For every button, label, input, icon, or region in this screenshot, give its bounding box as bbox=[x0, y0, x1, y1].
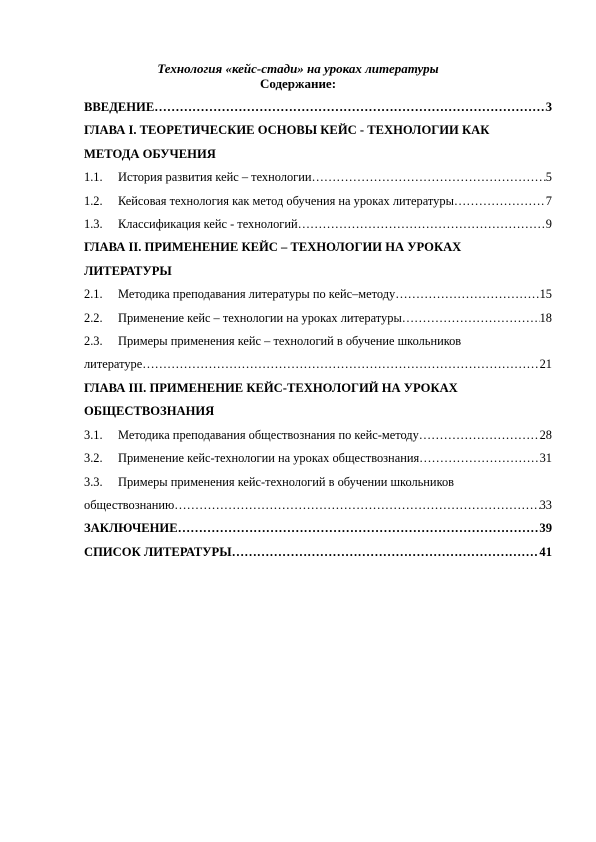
toc-entry-label: Применение кейс – технологии на уроках литературы bbox=[118, 310, 402, 325]
toc-page-number: 7 bbox=[545, 193, 552, 208]
toc-entry-label-cont: литературе bbox=[84, 357, 143, 372]
chapter-2-heading bbox=[84, 236, 552, 259]
section-number: 3.1. bbox=[84, 427, 103, 442]
toc-entry-label: Методика преподавания обществознания по кейс-методу bbox=[118, 427, 419, 442]
toc-page-number: 28 bbox=[539, 427, 552, 442]
section-number: 2.3. bbox=[84, 334, 103, 349]
toc-entry-label: ВВЕДЕНИЕ bbox=[84, 100, 155, 114]
dot-leader bbox=[178, 517, 540, 540]
chapter-1-heading-line2-text: МЕТОДА ОБУЧЕНИЯ bbox=[84, 146, 216, 161]
dot-leader bbox=[402, 307, 540, 330]
toc-entry bbox=[84, 447, 552, 470]
dot-leader bbox=[142, 353, 539, 376]
chapter-1-heading-line1: ГЛАВА I. ТЕОРЕТИЧЕСКИЕ ОСНОВЫ КЕЙС - ТЕХНОЛОГИИ КАК bbox=[84, 123, 490, 138]
section-number: 2.1. bbox=[84, 287, 103, 302]
toc-page-number: 5 bbox=[545, 170, 552, 185]
toc-page-number: 3 bbox=[545, 100, 552, 114]
toc-entry-label: История развития кейс – технологии bbox=[118, 170, 312, 185]
dot-leader bbox=[232, 541, 540, 564]
toc-entry-label: ЗАКЛЮЧЕНИЕ bbox=[84, 521, 178, 536]
toc-page-number: 41 bbox=[539, 544, 552, 559]
toc-entry bbox=[84, 307, 552, 330]
chapter-3-heading-line1: ГЛАВА III. ПРИМЕНЕНИЕ КЕЙС-ТЕХНОЛОГИЙ НА УРОКАХ bbox=[84, 380, 458, 395]
toc-entry-label-cont: обществознанию bbox=[84, 497, 175, 512]
toc-entry-label: Методика преподавания литературы по кейс–методу bbox=[118, 287, 396, 302]
toc-entry-multiline bbox=[84, 471, 552, 494]
section-number: 1.1. bbox=[84, 170, 103, 185]
dot-leader bbox=[419, 424, 540, 447]
toc-entry bbox=[84, 166, 552, 189]
toc-entry-conclusion bbox=[84, 517, 552, 540]
toc-entry-line1 bbox=[84, 330, 552, 353]
toc-entry bbox=[84, 190, 552, 213]
contents-heading: Содержание: bbox=[259, 76, 337, 91]
toc-entry-multiline bbox=[84, 330, 552, 353]
section-number: 3.2. bbox=[84, 451, 103, 466]
toc-entry-label: Примеры применения кейс – технологий в обучение школьников bbox=[118, 334, 462, 349]
dot-leader bbox=[174, 494, 539, 517]
dot-leader bbox=[454, 190, 546, 213]
toc-page-number: 39 bbox=[539, 521, 552, 536]
toc-entry-line1 bbox=[84, 471, 552, 494]
dot-leader bbox=[395, 283, 539, 306]
chapter-1-heading bbox=[84, 119, 552, 142]
section-number: 1.2. bbox=[84, 193, 103, 208]
toc-entry bbox=[84, 283, 552, 306]
chapter-3-heading-line2-text: ОБЩЕСТВОЗНАНИЯ bbox=[84, 404, 215, 419]
toc-entry-intro bbox=[84, 96, 552, 119]
dot-leader bbox=[298, 213, 546, 236]
toc-entry bbox=[84, 424, 552, 447]
chapter-2-heading-line1: ГЛАВА II. ПРИМЕНЕНИЕ КЕЙС – ТЕХНОЛОГИИ НА УРОКАХ bbox=[84, 240, 462, 255]
toc-page-number: 31 bbox=[539, 451, 552, 466]
table-of-contents bbox=[84, 96, 552, 564]
chapter-1-heading-line2 bbox=[84, 143, 552, 166]
toc-entry-label: Применение кейс-технологии на уроках обществознания bbox=[118, 451, 420, 466]
chapter-3-heading bbox=[84, 377, 552, 400]
toc-entry-line2 bbox=[84, 353, 552, 376]
document-title: Технология «кейс-стади» на уроках литературы bbox=[157, 61, 439, 76]
section-number: 2.2. bbox=[84, 310, 103, 325]
toc-entry-label: СПИСОК ЛИТЕРАТУРЫ bbox=[84, 544, 232, 559]
toc-entry-label: Кейсовая технология как метод обучения на уроках литературы bbox=[118, 193, 454, 208]
toc-page-number: 9 bbox=[545, 217, 552, 232]
toc-entry bbox=[84, 213, 552, 236]
toc-entry-references bbox=[84, 541, 552, 564]
chapter-2-heading-line2-text: ЛИТЕРАТУРЫ bbox=[84, 263, 172, 278]
toc-page-number: 33 bbox=[539, 497, 552, 512]
toc-page-number: 18 bbox=[539, 310, 552, 325]
dot-leader bbox=[154, 96, 545, 119]
toc-entry-line2 bbox=[84, 494, 552, 517]
toc-page-number: 15 bbox=[539, 287, 552, 302]
dot-leader bbox=[419, 447, 539, 470]
toc-entry-label: Примеры применения кейс-технологий в обучении школьников bbox=[118, 474, 455, 489]
toc-page-number: 21 bbox=[539, 357, 552, 372]
section-number: 1.3. bbox=[84, 217, 103, 232]
section-number: 3.3. bbox=[84, 474, 103, 489]
dot-leader bbox=[312, 166, 546, 189]
chapter-2-heading-line2 bbox=[84, 260, 552, 283]
chapter-3-heading-line2 bbox=[84, 400, 552, 423]
toc-entry-label: Классификация кейс - технологий bbox=[118, 217, 298, 232]
